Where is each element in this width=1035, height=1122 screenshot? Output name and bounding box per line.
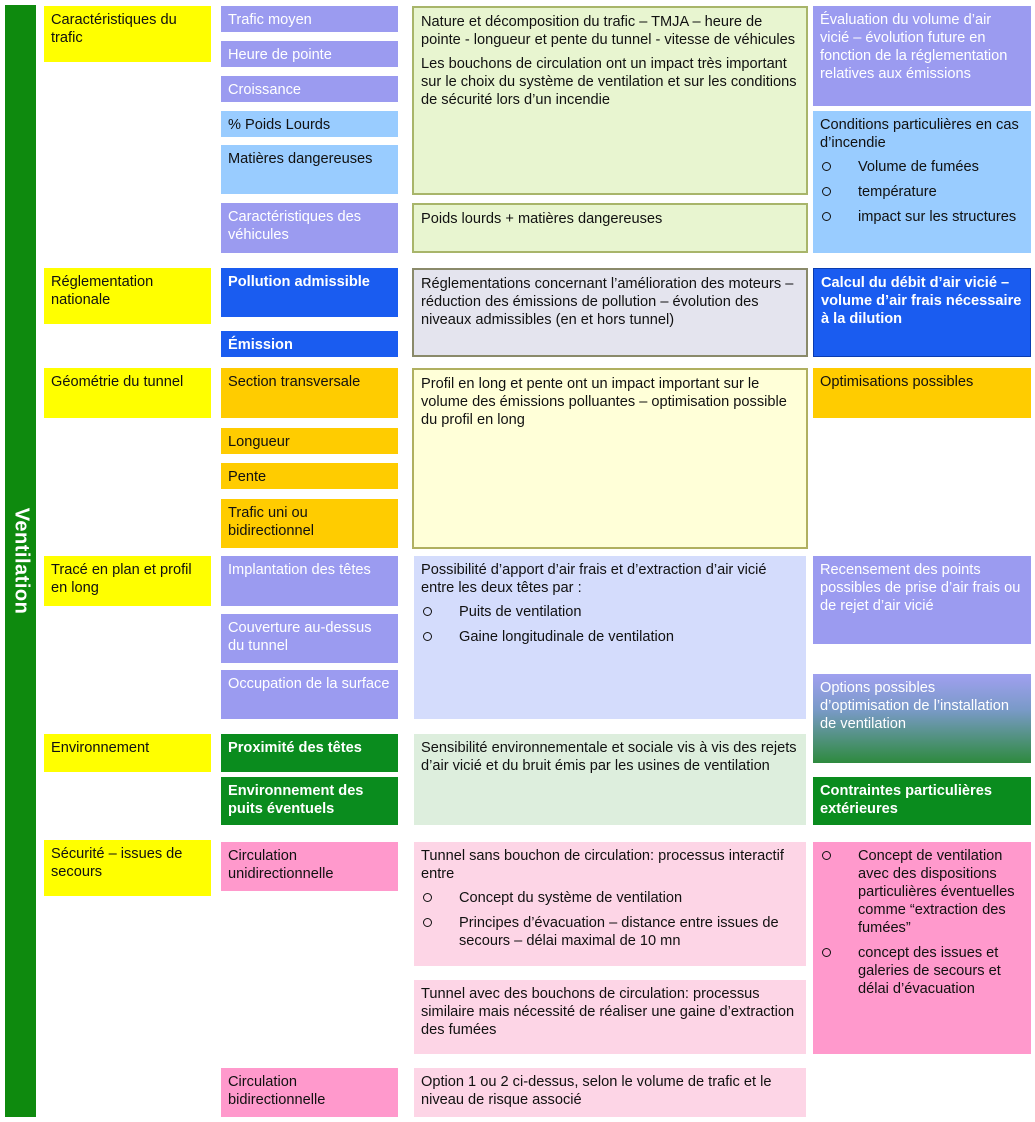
description-securite-sans-bouchon (414, 842, 806, 966)
category-trafic: Caractéristiques du trafic (44, 6, 211, 62)
factor-environnement-puits: Environnement des puits éventuels (221, 777, 398, 825)
factor-trafic-uni-bidirectionnel: Trafic uni ou bidirectionnel (221, 499, 398, 548)
outcome-securite-item: Concept de ventilation avec des dispositions particulières éventuelles comme “extraction des fumées” (820, 847, 1024, 937)
outcome-incendie-item: température (820, 183, 1024, 201)
factor-proximite-tetes: Proximité des têtes (221, 734, 398, 772)
outcome-securite-concepts (813, 842, 1031, 1054)
factor-caracteristiques-vehicules: Caractéristiques des véhicules (221, 203, 398, 253)
outcome-evaluation-air-vicie: Évaluation du volume d’air vicié – évolution future en fonction de la réglementation relatives aux émissions (813, 6, 1031, 106)
description-trace-intro: Possibilité d’apport d’air frais et d’extraction d’air vicié entre les deux têtes par : (421, 562, 767, 596)
category-securite: Sécurité – issues de secours (44, 840, 211, 896)
description-trace-list (421, 603, 799, 646)
factor-longueur: Longueur (221, 428, 398, 454)
factor-poids-lourds: % Poids Lourds (221, 111, 398, 137)
description-securite1-item: Principes d’évacuation – distance entre issues de secours – délai maximal de 10 mn (421, 914, 799, 950)
description-vehicules: Poids lourds + matières dangereuses (412, 203, 808, 253)
factor-occupation-surface: Occupation de la surface (221, 670, 398, 719)
factor-couverture: Couverture au-dessus du tunnel (221, 614, 398, 663)
outcome-incendie-item: impact sur les structures (820, 208, 1024, 226)
factor-implantation-tetes: Implantation des têtes (221, 556, 398, 606)
outcome-conditions-incendie (813, 111, 1031, 253)
factor-heure-pointe: Heure de pointe (221, 41, 398, 67)
description-securite1-item: Concept du système de ventilation (421, 889, 799, 907)
ventilation-title: Ventilation (10, 507, 32, 615)
description-geometrie: Profil en long et pente ont un impact important sur le volume des émissions polluantes – optimisation possible du profil en long (412, 368, 808, 549)
ventilation-side-bar (5, 5, 36, 1117)
description-trafic-text-2: Les bouchons de circulation ont un impact très important sur le choix du système de ventilation et sur les conditions de sécurité lors d’un incendie (421, 56, 797, 108)
description-trace-item: Puits de ventilation (421, 603, 799, 621)
factor-matieres-dangereuses: Matières dangereuses (221, 145, 398, 194)
description-securite-option: Option 1 ou 2 ci-dessus, selon le volume de trafic et le niveau de risque associé (414, 1068, 806, 1117)
outcome-incendie-intro: Conditions particulières en cas d’incendie (820, 117, 1019, 151)
outcome-recensement-points: Recensement des points possibles de prise d’air frais ou de rejet d’air vicié (813, 556, 1031, 644)
category-reglementation: Réglementation nationale (44, 268, 211, 324)
description-securite1-list (421, 889, 799, 950)
description-securite-avec-bouchons: Tunnel avec des bouchons de circulation: processus similaire mais nécessité de réaliser une gaine d’extraction des fumées (414, 980, 806, 1054)
factor-croissance: Croissance (221, 76, 398, 102)
description-trafic (412, 6, 808, 195)
factor-circulation-bidirectionnelle: Circulation bidirectionnelle (221, 1068, 398, 1117)
description-securite1-intro: Tunnel sans bouchon de circulation: processus interactif entre (421, 848, 784, 882)
category-environnement: Environnement (44, 734, 211, 772)
description-reglementation: Réglementations concernant l’amélioration des moteurs – réduction des émissions de pollution – évolution des niveaux admissibles (en et hors tunnel) (412, 268, 808, 357)
category-trace: Tracé en plan et profil en long (44, 556, 211, 606)
factor-section-transversale: Section transversale (221, 368, 398, 418)
factor-circulation-unidirectionnelle: Circulation unidirectionnelle (221, 842, 398, 891)
factor-pente: Pente (221, 463, 398, 489)
description-trafic-text-1: Nature et décomposition du trafic – TMJA – heure de pointe - longueur et pente du tunnel - vitesse de véhicules (421, 14, 796, 48)
description-trace-item: Gaine longitudinale de ventilation (421, 628, 799, 646)
description-environnement: Sensibilité environnementale et sociale vis à vis des rejets d’air vicié et du bruit émis par les usines de ventilation (414, 734, 806, 825)
outcome-options-optimisation: Options possibles d’optimisation de l’installation de ventilation (813, 674, 1031, 763)
category-geometrie: Géométrie du tunnel (44, 368, 211, 418)
description-trace (414, 556, 806, 719)
outcome-calcul-debit: Calcul du débit d’air vicié – volume d’air frais nécessaire à la dilution (813, 268, 1031, 357)
outcome-incendie-list (820, 158, 1024, 226)
factor-trafic-moyen: Trafic moyen (221, 6, 398, 32)
factor-pollution-admissible: Pollution admissible (221, 268, 398, 317)
outcome-optimisations: Optimisations possibles (813, 368, 1031, 418)
outcome-securite-item: concept des issues et galeries de secours et délai d’évacuation (820, 944, 1024, 998)
factor-emission: Émission (221, 331, 398, 357)
outcome-incendie-item: Volume de fumées (820, 158, 1024, 176)
outcome-contraintes-exterieures: Contraintes particulières extérieures (813, 777, 1031, 825)
outcome-securite-list (820, 847, 1024, 998)
